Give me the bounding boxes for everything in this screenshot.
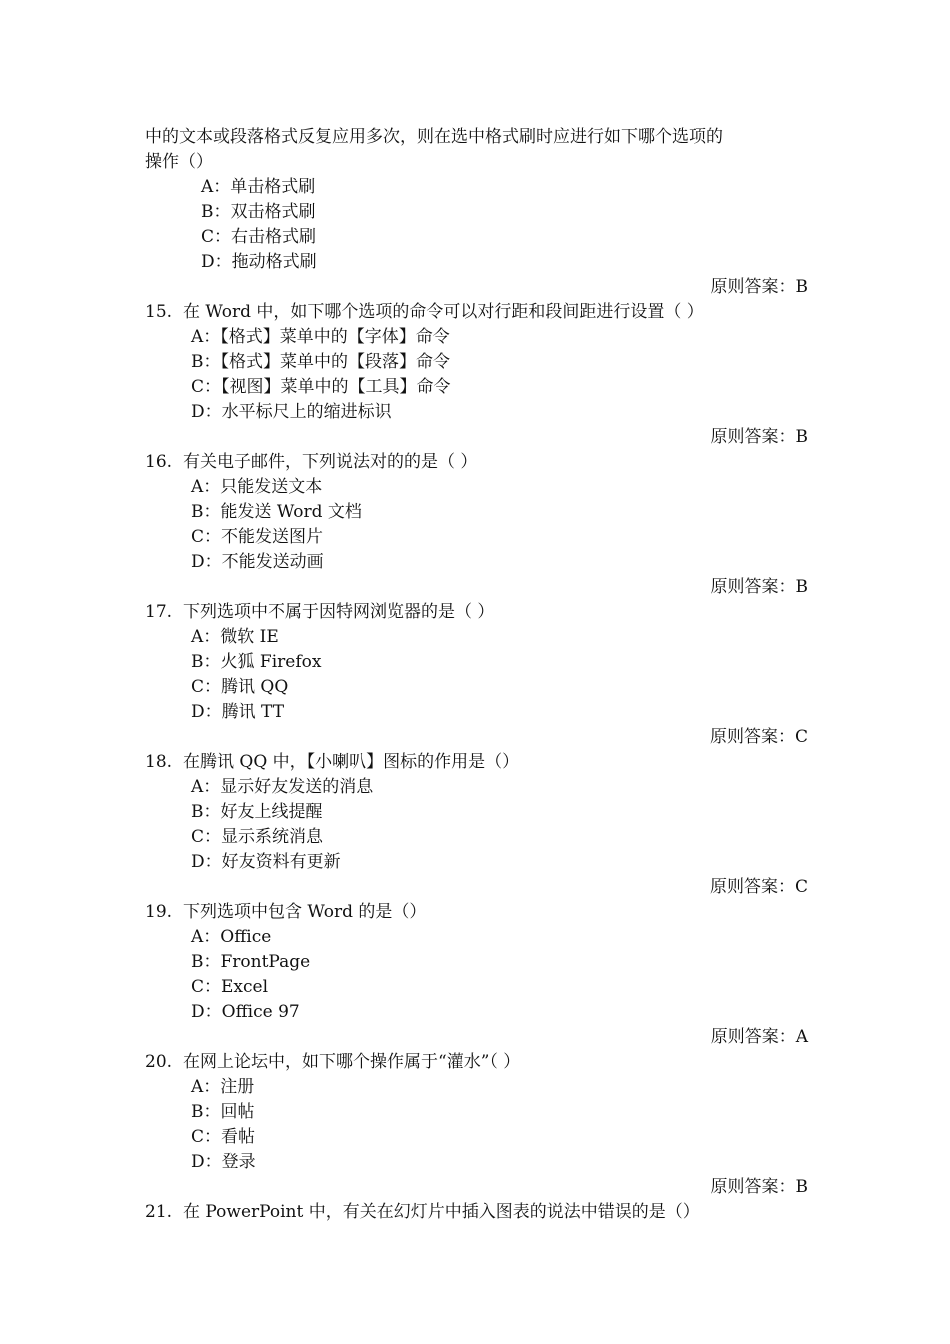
option-b: B：【格式】菜单中的【段落】命令 — [191, 352, 450, 372]
option-a: A：Office — [191, 927, 272, 947]
option-c: C：不能发送图片 — [191, 527, 324, 547]
standard-answer: 原则答案：A — [710, 1027, 808, 1047]
question-text: 下列选项中包含 Word 的是（） — [183, 902, 427, 922]
option-c: C：Excel — [191, 977, 269, 997]
option-d: D：Office 97 — [191, 1002, 300, 1022]
option-a: A：注册 — [191, 1077, 255, 1097]
question-18 — [145, 750, 810, 900]
standard-answer: 原则答案：B — [710, 1177, 808, 1197]
standard-answer: 原则答案：B — [710, 577, 808, 597]
option-a: A：【格式】菜单中的【字体】命令 — [191, 327, 450, 347]
question-text: 中的文本或段落格式反复应用多次，则在选中格式刷时应进行如下哪个选项的 — [145, 127, 723, 147]
option-b: B：火狐 Firefox — [191, 652, 322, 672]
option-b: B：能发送 Word 文档 — [191, 502, 362, 522]
question-20 — [145, 1050, 810, 1200]
standard-answer: 原则答案：C — [709, 877, 808, 897]
question-14-continued — [145, 125, 810, 300]
question-text: 在网上论坛中，如下哪个操作属于“灌水”（ ） — [183, 1052, 521, 1072]
option-c: C：【视图】菜单中的【工具】命令 — [191, 377, 451, 397]
option-b: B：双击格式刷 — [201, 202, 316, 222]
option-a: A：单击格式刷 — [201, 177, 316, 197]
option-b: B：好友上线提醒 — [191, 802, 323, 822]
question-number: 16. — [145, 452, 173, 472]
question-number: 18. — [145, 752, 173, 772]
option-d: D：拖动格式刷 — [201, 252, 317, 272]
question-21 — [145, 1200, 810, 1225]
question-19 — [145, 900, 810, 1050]
question-number: 15. — [145, 302, 173, 322]
question-number: 17. — [145, 602, 173, 622]
option-b: B：FrontPage — [191, 952, 311, 972]
option-a: A：显示好友发送的消息 — [191, 777, 374, 797]
question-text: 操作（） — [145, 152, 213, 172]
question-text: 在 Word 中，如下哪个选项的命令可以对行距和段间距进行设置（ ） — [183, 302, 704, 322]
document-content — [145, 125, 810, 1225]
option-a: A：微软 IE — [191, 627, 279, 647]
question-text: 有关电子邮件，下列说法对的的是（ ） — [183, 452, 478, 472]
option-a: A：只能发送文本 — [191, 477, 323, 497]
option-b: B：回帖 — [191, 1102, 255, 1122]
option-d: D：腾讯 TT — [191, 702, 285, 722]
question-text: 在 PowerPoint 中，有关在幻灯片中插入图表的说法中错误的是（） — [183, 1202, 700, 1222]
standard-answer: 原则答案：C — [709, 727, 808, 747]
option-d: D：不能发送动画 — [191, 552, 324, 572]
question-number: 20. — [145, 1052, 173, 1072]
question-number: 21. — [145, 1202, 173, 1222]
question-16 — [145, 450, 810, 600]
option-c: C：显示系统消息 — [191, 827, 324, 847]
question-15 — [145, 300, 810, 450]
standard-answer: 原则答案：B — [710, 427, 808, 447]
question-text: 下列选项中不属于因特网浏览器的是（ ） — [183, 602, 495, 622]
option-c: C：看帖 — [191, 1127, 256, 1147]
option-c: C：右击格式刷 — [201, 227, 317, 247]
standard-answer: 原则答案：B — [710, 277, 808, 297]
option-c: C：腾讯 QQ — [191, 677, 289, 697]
question-text: 在腾讯 QQ 中，【小喇叭】图标的作用是（） — [183, 752, 520, 772]
option-d: D：登录 — [191, 1152, 256, 1172]
question-17 — [145, 600, 810, 750]
option-d: D：水平标尺上的缩进标识 — [191, 402, 392, 422]
option-d: D：好友资料有更新 — [191, 852, 341, 872]
question-number: 19. — [145, 902, 173, 922]
